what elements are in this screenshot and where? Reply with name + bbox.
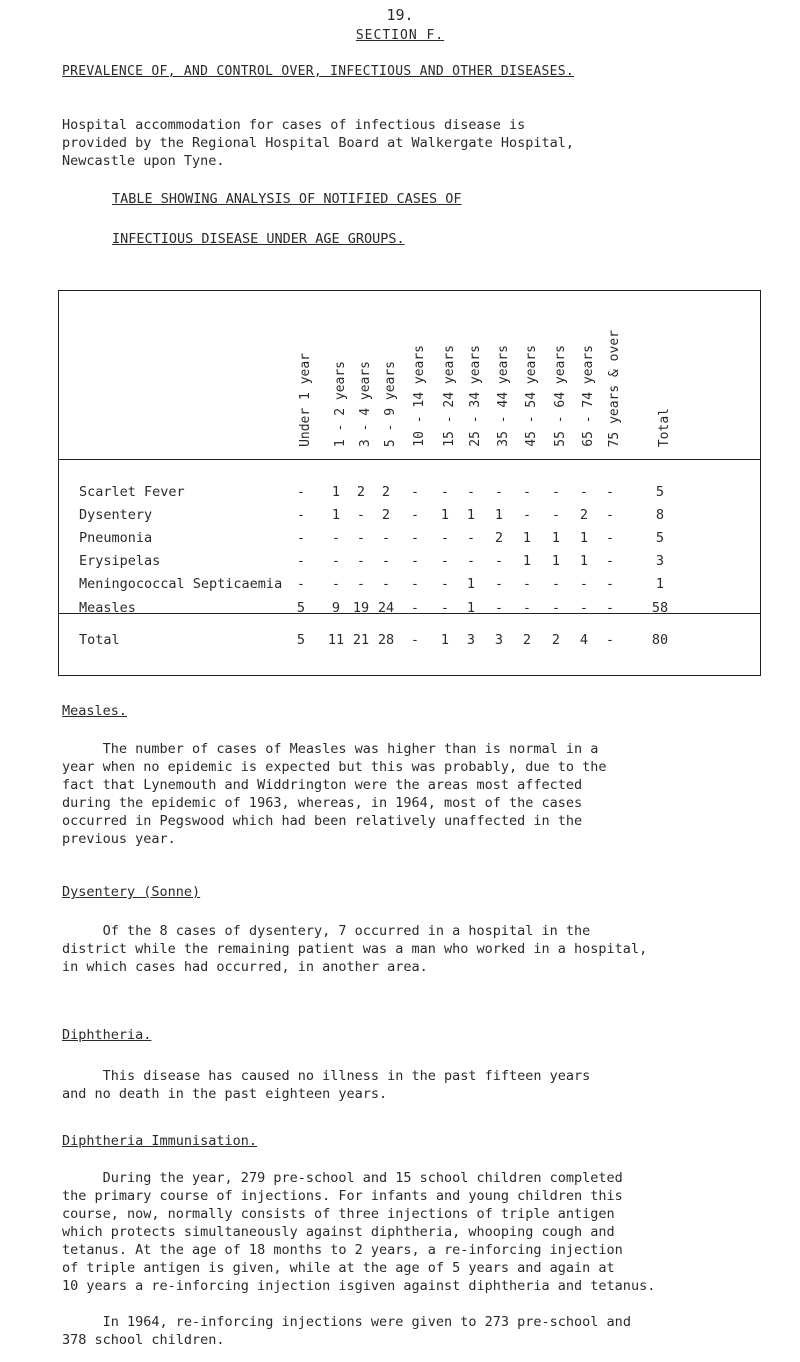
table-row-cell: - (605, 600, 615, 616)
table-row-cell: - (381, 530, 391, 546)
table-row-cell: 1 (440, 507, 450, 523)
table-row-cell: - (296, 530, 306, 546)
column-header (295, 319, 315, 447)
table-row-cell: - (381, 553, 391, 569)
page-number: 19. (386, 6, 414, 24)
table-row-cell: 1 (579, 530, 589, 546)
column-header (604, 319, 624, 447)
table-row-cell: 1 (466, 507, 476, 523)
intro-paragraph: Hospital accommodation for cases of infectious disease is provided by the Regional Hospital Board at Walkergate Hospital, Newcastle upon Tyne. (62, 117, 575, 169)
column-header (330, 319, 350, 447)
table-row-label: Erysipelas (79, 553, 161, 569)
immunisation-paragraph-2: In 1964, re-inforcing injections were given to 273 pre-school and 378 school children. (62, 1314, 631, 1348)
table-row-cell: - (410, 530, 420, 546)
table-row-cell: - (410, 553, 420, 569)
table-row-cell: 19 (352, 600, 370, 616)
column-header-label: 3 - 4 years (358, 360, 373, 447)
table-row-cell: - (296, 553, 306, 569)
column-header-label: 65 - 74 years (581, 345, 596, 447)
table-row-cell: - (579, 600, 589, 616)
table-row-cell: 2 (579, 507, 589, 523)
table-row-cell: - (331, 576, 341, 592)
table-row-cell: - (605, 553, 615, 569)
total-row-cell: - (605, 632, 615, 648)
table-row-cell: 1 (466, 576, 476, 592)
table-row-cell: 2 (381, 507, 391, 523)
column-header-label: Under 1 year (298, 353, 313, 447)
total-row-cell: 3 (466, 632, 476, 648)
table-row-cell: 1 (466, 600, 476, 616)
table-row-cell: - (605, 576, 615, 592)
total-row-cell: 3 (494, 632, 504, 648)
table-row-cell: - (296, 576, 306, 592)
table-row-cell: - (296, 484, 306, 500)
column-header (654, 319, 674, 447)
total-row-cell: 11 (327, 632, 345, 648)
table-row-cell: - (356, 553, 366, 569)
column-header-label: 55 - 64 years (553, 345, 568, 447)
table-row-cell: 3 (655, 553, 665, 569)
table-row-cell: - (356, 507, 366, 523)
table-row-cell: - (522, 484, 532, 500)
table-row-cell: - (522, 600, 532, 616)
column-header-label: 5 - 9 years (383, 360, 398, 447)
total-row-cell: 28 (377, 632, 395, 648)
table-row-cell: - (466, 553, 476, 569)
table-row-cell: 1 (551, 553, 561, 569)
table-title-line-2: INFECTIOUS DISEASE UNDER AGE GROUPS. (112, 231, 405, 247)
table-row-cell: - (605, 530, 615, 546)
table-row-cell: - (440, 576, 450, 592)
table-row-cell: - (522, 507, 532, 523)
table-row-cell: - (494, 600, 504, 616)
table-row-cell: - (466, 484, 476, 500)
table-row-cell: 1 (579, 553, 589, 569)
column-header-label: 1 - 2 years (333, 360, 348, 447)
measles-heading: Measles. (62, 703, 128, 719)
table-row-cell: - (356, 530, 366, 546)
age-group-table (58, 290, 761, 676)
header-divider (59, 459, 760, 460)
column-header (465, 319, 485, 447)
section-label: SECTION F. (355, 28, 445, 43)
table-row-label: Meningococcal Septicaemia (79, 576, 283, 592)
table-row-cell: 1 (551, 530, 561, 546)
table-row-cell: - (466, 530, 476, 546)
diphtheria-heading: Diphtheria. (62, 1027, 152, 1043)
main-heading: PREVALENCE OF, AND CONTROL OVER, INFECTIOUS AND OTHER DISEASES. (62, 64, 574, 79)
table-row-cell: - (331, 553, 341, 569)
table-row-cell: - (551, 507, 561, 523)
table-row-cell: 8 (655, 507, 665, 523)
total-row-cell: 2 (522, 632, 532, 648)
table-row-cell: 1 (522, 530, 532, 546)
column-header (578, 319, 598, 447)
column-header-label: 35 - 44 years (496, 345, 511, 447)
total-row-cell: 4 (579, 632, 589, 648)
immunisation-heading: Diphtheria Immunisation. (62, 1133, 258, 1149)
column-header-label: 15 - 24 years (442, 345, 457, 447)
table-row-label: Pneumonia (79, 530, 153, 546)
table-row-cell: 5 (655, 484, 665, 500)
table-row-cell: - (440, 484, 450, 500)
column-header (521, 319, 541, 447)
column-header (409, 319, 429, 447)
table-row-label: Dysentery (79, 507, 153, 523)
column-header (493, 319, 513, 447)
total-row-cell: 80 (651, 632, 669, 648)
column-header-label: 75 years & over (607, 329, 622, 447)
measles-paragraph: The number of cases of Measles was higher than is normal in a year when no epidemic is expected but this was probably, due to the fact that Lynemouth and Widdrington were the areas most affected during the epidemic of 1963, whereas, in 1964, most of the cases occurred in Pegswood which had been relatively unaffected in the previous year. (62, 741, 607, 847)
table-row-cell: - (494, 553, 504, 569)
table-row-cell: - (410, 507, 420, 523)
table-row-label: Scarlet Fever (79, 484, 185, 500)
table-row-cell: 1 (655, 576, 665, 592)
table-row-cell: - (440, 530, 450, 546)
table-row-cell: - (551, 576, 561, 592)
table-row-cell: - (440, 600, 450, 616)
table-row-cell: 5 (296, 600, 306, 616)
dysentery-heading: Dysentery (Sonne) (62, 884, 201, 900)
column-header (380, 319, 400, 447)
table-row-cell: 1 (522, 553, 532, 569)
diphtheria-paragraph: This disease has caused no illness in the past fifteen years and no death in the past eighteen years. (62, 1068, 591, 1102)
table-row-cell: 2 (381, 484, 391, 500)
table-row-cell: - (605, 507, 615, 523)
column-header-label: 10 - 14 years (412, 345, 427, 447)
column-header (439, 319, 459, 447)
table-row-cell: 24 (377, 600, 395, 616)
table-row-cell: - (494, 484, 504, 500)
table-row-cell: - (579, 576, 589, 592)
table-row-cell: - (410, 600, 420, 616)
immunisation-paragraph: During the year, 279 pre-school and 15 school children completed the primary course of injections. For infants and young children this course, now, normally consists of three injections of triple antigen which protects simultaneously against diphtheria, whooping cough and tetanus. At the age of 18 months to 2 years, a re-inforcing injection of triple antigen is given, while at the age of 5 years and again at 10 years a re-inforcing injection isgiven against diphtheria and tetanus. (62, 1170, 656, 1294)
table-row-cell: 5 (655, 530, 665, 546)
table-row-cell: 58 (651, 600, 669, 616)
table-row-cell: - (410, 484, 420, 500)
table-row-cell: - (440, 553, 450, 569)
table-row-cell: - (579, 484, 589, 500)
table-row-cell: 1 (494, 507, 504, 523)
table-row-cell: - (522, 576, 532, 592)
table-title-line-1: TABLE SHOWING ANALYSIS OF NOTIFIED CASES OF (112, 191, 462, 207)
table-row-cell: 1 (331, 484, 341, 500)
table-row-cell: - (381, 576, 391, 592)
total-row-cell: 21 (352, 632, 370, 648)
table-row-cell: 2 (356, 484, 366, 500)
dysentery-paragraph: Of the 8 cases of dysentery, 7 occurred in a hospital in the district while the remaining patient was a man who worked in a hospital, in which cases had occurred, in another area. (62, 923, 648, 975)
total-row-cell: 5 (296, 632, 306, 648)
table-row-cell: - (551, 600, 561, 616)
column-header-label: Total (657, 407, 672, 447)
table-row-label: Measles (79, 600, 136, 616)
total-row-cell: 1 (440, 632, 450, 648)
table-row-cell: - (551, 484, 561, 500)
table-row-cell: - (410, 576, 420, 592)
column-header (550, 319, 570, 447)
table-row-cell: 2 (494, 530, 504, 546)
table-row-cell: - (296, 507, 306, 523)
column-header-label: 25 - 34 years (468, 345, 483, 447)
table-row-cell: - (494, 576, 504, 592)
column-header (355, 319, 375, 447)
table-row-cell: - (356, 576, 366, 592)
table-row-cell: 1 (331, 507, 341, 523)
total-row-label: Total (79, 632, 120, 648)
total-row-cell: 2 (551, 632, 561, 648)
column-header-label: 45 - 54 years (524, 345, 539, 447)
table-row-cell: - (331, 530, 341, 546)
total-row-cell: - (410, 632, 420, 648)
table-row-cell: - (605, 484, 615, 500)
table-row-cell: 9 (331, 600, 341, 616)
